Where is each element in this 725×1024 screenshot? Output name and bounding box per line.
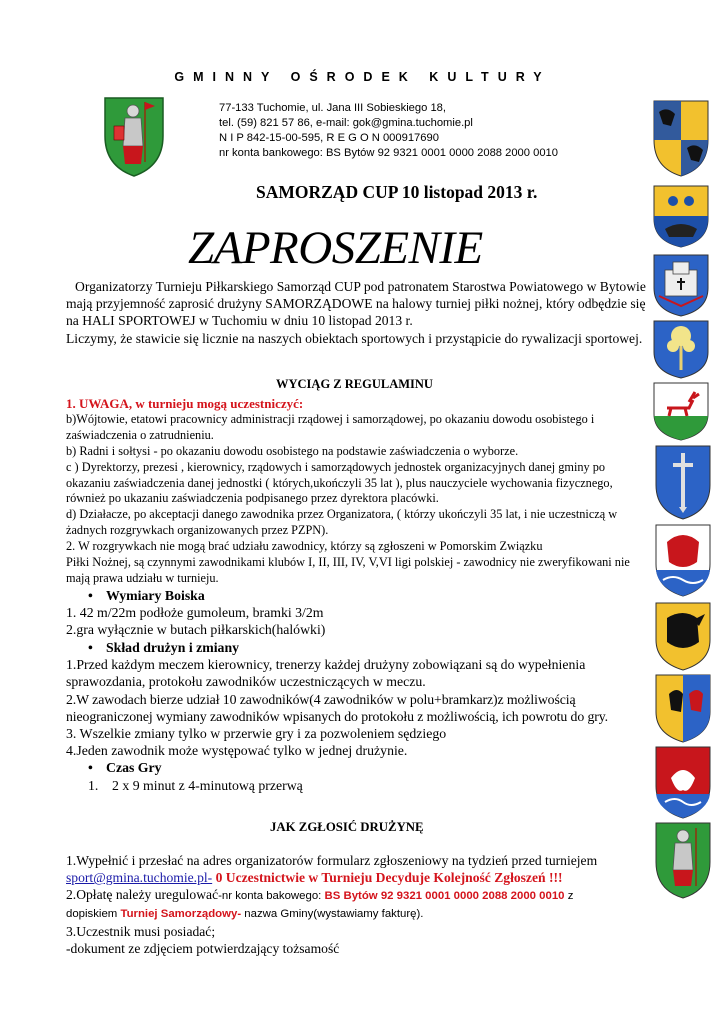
team-rule: 2.W zawodach bierze udział 10 zawodników(4 zawodników w polu+bramkarz)z możliwością nieograniczonej wymiany zawodników wpisanych do protokołu z możliwością, ich powrotu do gry. — [66, 691, 609, 724]
intro-text — [66, 278, 646, 347]
bytow-city-crest-icon — [651, 252, 711, 318]
intro-paragraph: Organizatorzy Turnieju Piłkarskiego Samorząd CUP pod patronatem Starostwa Powiatowego w Bytowie mają przyjemność zaprosić drużyny SAMORZĄDOWE na halowy turniej piłki nożnej, który odbędzie się na HALI SPORTOWEJ w Tuchomiu w dniu 10 listopad 2013 r. — [66, 279, 646, 329]
rule-item: b)Wójtowie, etatowi pracownicy administracji rządowej i samorządowej, po okazaniu dowodu osobistego i zaświadczenia o zatrudnieniu. — [66, 411, 595, 442]
regulations-warning: 1. UWAGA, w turnieju mogą uczestniczyć: — [66, 396, 304, 411]
parchowo-crest-icon — [653, 600, 713, 672]
list-number: 1. — [88, 777, 99, 793]
register-step-email — [66, 869, 666, 886]
event-title: SAMORZĄD CUP 10 listopad 2013 r. — [256, 182, 538, 202]
register-instructions — [66, 852, 666, 957]
register-step: 3.Uczestnik musi posiadać; — [66, 923, 216, 939]
register-heading: JAK ZGŁOSIĆ DRUŻYNĘ — [270, 820, 424, 834]
address-line: 77-133 Tuchomie, ul. Jana III Sobieskiego 18, — [219, 102, 446, 114]
tax-line: N I P 842-15-00-595, R E G O N 000917690 — [219, 132, 439, 144]
rule-item: b) Radni i sołtysi - po okazaniu dowodu osobistego na podstawie zaświadczenia o wyborze. — [66, 443, 519, 458]
team-rule: 1.Przed każdym meczem kierownicy, trenerzy każdej drużyny zobowiązani są do wypełnienia sprawozdania, protokołu zawodników uczestniczących w meczu. — [66, 657, 586, 690]
bank-account: BS Bytów 92 9321 0001 0000 2088 2000 0010 — [324, 890, 565, 903]
contact-line: tel. (59) 821 57 86, e-mail: gok@gmina.tuchomie.pl — [219, 117, 473, 129]
register-step-note: dopiskiem Turniej Samorządowy- nazwa Gminy(wystawiamy fakturę). — [66, 907, 424, 920]
bank-line: nr konta bankowego: BS Bytów 92 9321 0001 0000 2088 2000 0010 — [219, 147, 559, 159]
rule-item: c ) Dyrektorzy, prezesi , kierownicy, rządowych i samorządowych jednostek organizacyjnych danej gminy po okazaniu zaświadczenia danej jednostki ( których,ukończyli 35 lat ), plus nauczyciele wychowania fizycznego, również po ukazaniu zaświadczenia podpisanego przez dyrektora placówki. — [66, 459, 613, 506]
register-step-payment: 2.Opłatę należy uregulować-nr konta bakowego: BS Bytów 92 9321 0001 0000 2088 2000 0010 z — [66, 887, 574, 903]
team-heading: • Skład drużyn i zmiany — [88, 639, 240, 655]
intro-paragraph-2: Liczymy, że stawicie się licznie na naszych obiektach sportowych i przystąpicie do rywalizacji sportowej. — [66, 330, 643, 346]
register-step: 1.Wypełnić i przesłać na adres organizatorów formularz zgłoszeniowy na tydzień przed turniejem — [66, 853, 598, 868]
tuchomie-coat-of-arms — [103, 96, 165, 178]
miastko-crest-icon — [653, 522, 713, 598]
trzebielino-crest-icon — [653, 744, 713, 820]
team-rule: 4.Jeden zawodnik może występować tylko w jednej drużynie. — [66, 743, 408, 759]
time-rule: 1. 2 x 9 minut z 4-minutową przerwą — [88, 777, 303, 793]
team-rule: 3. Wszelkie zmiany tylko w przerwie gry i za pozwoleniem sędziego — [66, 725, 447, 741]
field-rule: 1. 42 m/22m podłoże gumoleum, bramki 3/2m — [66, 605, 324, 621]
rule-item: Piłki Nożnej, są czynnymi zawodnikami klubów I, II, III, IV, V,VI ligi polskiej - zawodnicy nie zweryfikowani nie mają prawa udziału w turnieju. — [66, 555, 630, 585]
borzytuchom-crest-icon — [651, 183, 711, 249]
czarna-dabrowka-crest-icon — [651, 318, 711, 380]
rule-item: 2. W rozgrywkach nie mogą brać udziału zawodnicy, którzy są zgłoszeni w Pomorskim Związku — [66, 539, 543, 554]
time-heading: • Czas Gry — [88, 760, 162, 776]
studzienice-crest-icon — [653, 672, 713, 744]
field-rule: 2.gra wyłącznie w butach piłkarskich(halówki) — [66, 622, 326, 638]
bullet: • — [88, 587, 93, 603]
bullet: • — [88, 760, 93, 776]
tuchomie-crest-icon — [653, 820, 713, 900]
field-heading: • Wymiary Boiska — [88, 587, 205, 603]
address-block — [219, 101, 558, 161]
regulations-heading: WYCIĄG Z REGULAMINU — [276, 377, 433, 391]
organization-title: GMINNY OŚRODEK KULTURY — [174, 70, 551, 84]
bytow-county-crest-icon — [651, 98, 711, 178]
register-step: -dokument ze zdjęciem potwierdzający tożsamość — [66, 941, 340, 957]
invitation-heading: ZAPROSZENIE — [188, 222, 483, 274]
rule-item: d) Działacze, po akceptacji danego zawodnika przez Organizatora, ( którzy ukończyli 35 lat, i nie uczestniczą w żadnych rozgrywkach organizowanych przez PZPN). — [66, 507, 618, 538]
lipnica-crest-icon — [653, 443, 713, 521]
email-link[interactable]: sport@gmina.tuchomie.pl- — [66, 870, 213, 886]
regulations-body — [66, 396, 652, 794]
bullet: • — [88, 639, 93, 655]
deadline-note: 0 Uczestnictwie w Turnieju Decyduje Kolejność Zgłoszeń !!! — [212, 870, 563, 886]
kolczyglowy-crest-icon — [651, 380, 711, 442]
